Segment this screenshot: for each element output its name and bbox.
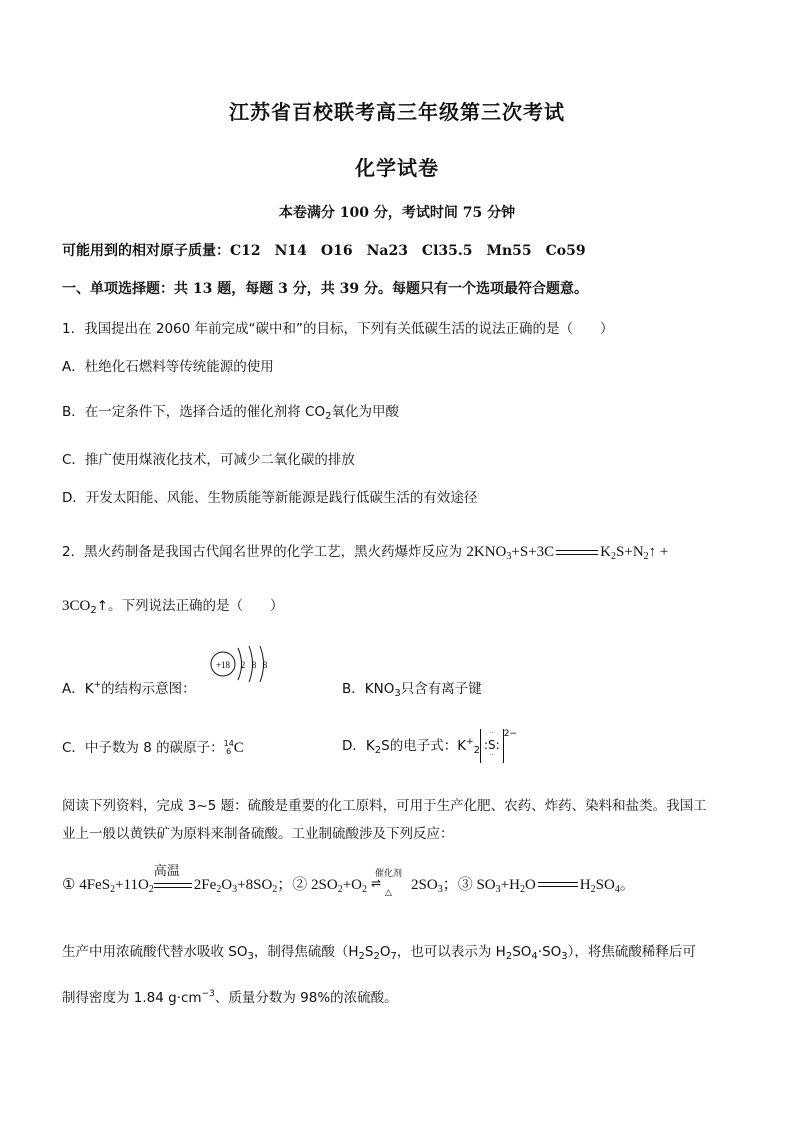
equals-bar	[556, 548, 598, 558]
exam-title: 江苏省百校联考高三年级第三次考试	[229, 100, 565, 124]
nuclide-notation: 14 6	[223, 739, 234, 756]
q1-option-c: C．推广使用煤液化技术，可减少二氧化碳的排放	[62, 452, 355, 468]
potassium-ion-structure-diagram	[205, 640, 275, 690]
shell-electrons-2: 8	[251, 660, 257, 670]
q2-option-c: C．中子数为 8 的碳原子：14 6 C	[62, 739, 244, 756]
exam-subtitle: 化学试卷	[355, 156, 439, 180]
q1-option-a: A．杜绝化石燃料等传统能源的使用	[62, 359, 274, 375]
equals-bar-3	[538, 880, 578, 890]
reaction-equations: ① $4FeS_2+11O_2$ 高温 $2Fe_2O_3+8SO_2$；② $2SO_2+O_2$ 催化剂 ⇌ △ $2SO_3$；③ $SO_3+H_2O$ $H_2SO_4$。	[62, 864, 635, 898]
q1-option-d: D．开发太阳能、风能、生物质能等新能源是践行低碳生活的有效途径	[62, 490, 478, 506]
q2-option-b: B．$KNO_3$只含有离子键	[342, 681, 482, 699]
q2-option-d: D．$K_2S$的电子式：$K^+_2$ ·· :S: ·· $^{2-}$	[342, 729, 517, 763]
reading-line-3: 生产中用浓硫酸代替水吸收 $SO_3$，制得焦硫酸（$H_2S_2O_7$，也可以表示为 $H_2SO_4\cdot SO_3$），将焦硫酸稀释后可	[62, 944, 696, 962]
reading-line-4: 制得密度为 1.84 $g\cdot cm^{-3}$、质量分数为 98%的浓硫酸。	[62, 989, 398, 1006]
q2-option-a: A．K+的结构示意图：	[62, 680, 196, 697]
reading-line-2: 业上一般以黄铁矿为原料来制备硫酸。工业制硫酸涉及下列反应：	[62, 826, 454, 842]
reversible-catalyst-arrow: 催化剂 ⇌ △	[371, 869, 403, 898]
q1-option-b: B．在一定条件下，选择合适的催化剂将 $CO_2$氧化为甲酸	[62, 404, 399, 422]
section-one-heading: 一、单项选择题：共 13 题，每题 3 分，共 39 分。每题只有一个选项最符合题意。	[62, 281, 588, 297]
nucleus-label: +18	[215, 660, 231, 670]
high-temp-equals: 高温	[154, 878, 194, 892]
atomic-masses: 可能用到的相对原子质量：C12 N14 O16 Na23 Cl35.5 Mn55 Co59	[62, 243, 586, 259]
shell-electrons-1: 2	[240, 660, 246, 670]
q2-equation: $2KNO_3+S+3C$ $K_2S+N_2↑$ +	[466, 544, 669, 562]
score-time: 本卷满分 100 分，考试时间 75 分钟	[278, 205, 516, 221]
q1-stem: 1．我国提出在 2060 年前完成“碳中和”的目标，下列有关低碳生活的说法正确的是（ ）	[62, 321, 614, 337]
q2-stem-line2: $3CO_2↑$。下列说法正确的是（ ）	[62, 598, 284, 616]
sulfide-electron-dot: ·· :S: ··	[480, 729, 504, 763]
shell-electrons-3: 8	[262, 660, 268, 670]
reading-line-1: 阅读下列资料，完成 3~5 题：硫酸是重要的化工原料，可用于生产化肥、农药、炸药、染料和盐类。我国工	[62, 798, 707, 814]
q2-stem: 2．黑火药制备是我国古代闻名世界的化学工艺，黑火药爆炸反应为 $2KNO_3+S+3C$ $K_2S+N_2↑$ +	[62, 544, 669, 562]
